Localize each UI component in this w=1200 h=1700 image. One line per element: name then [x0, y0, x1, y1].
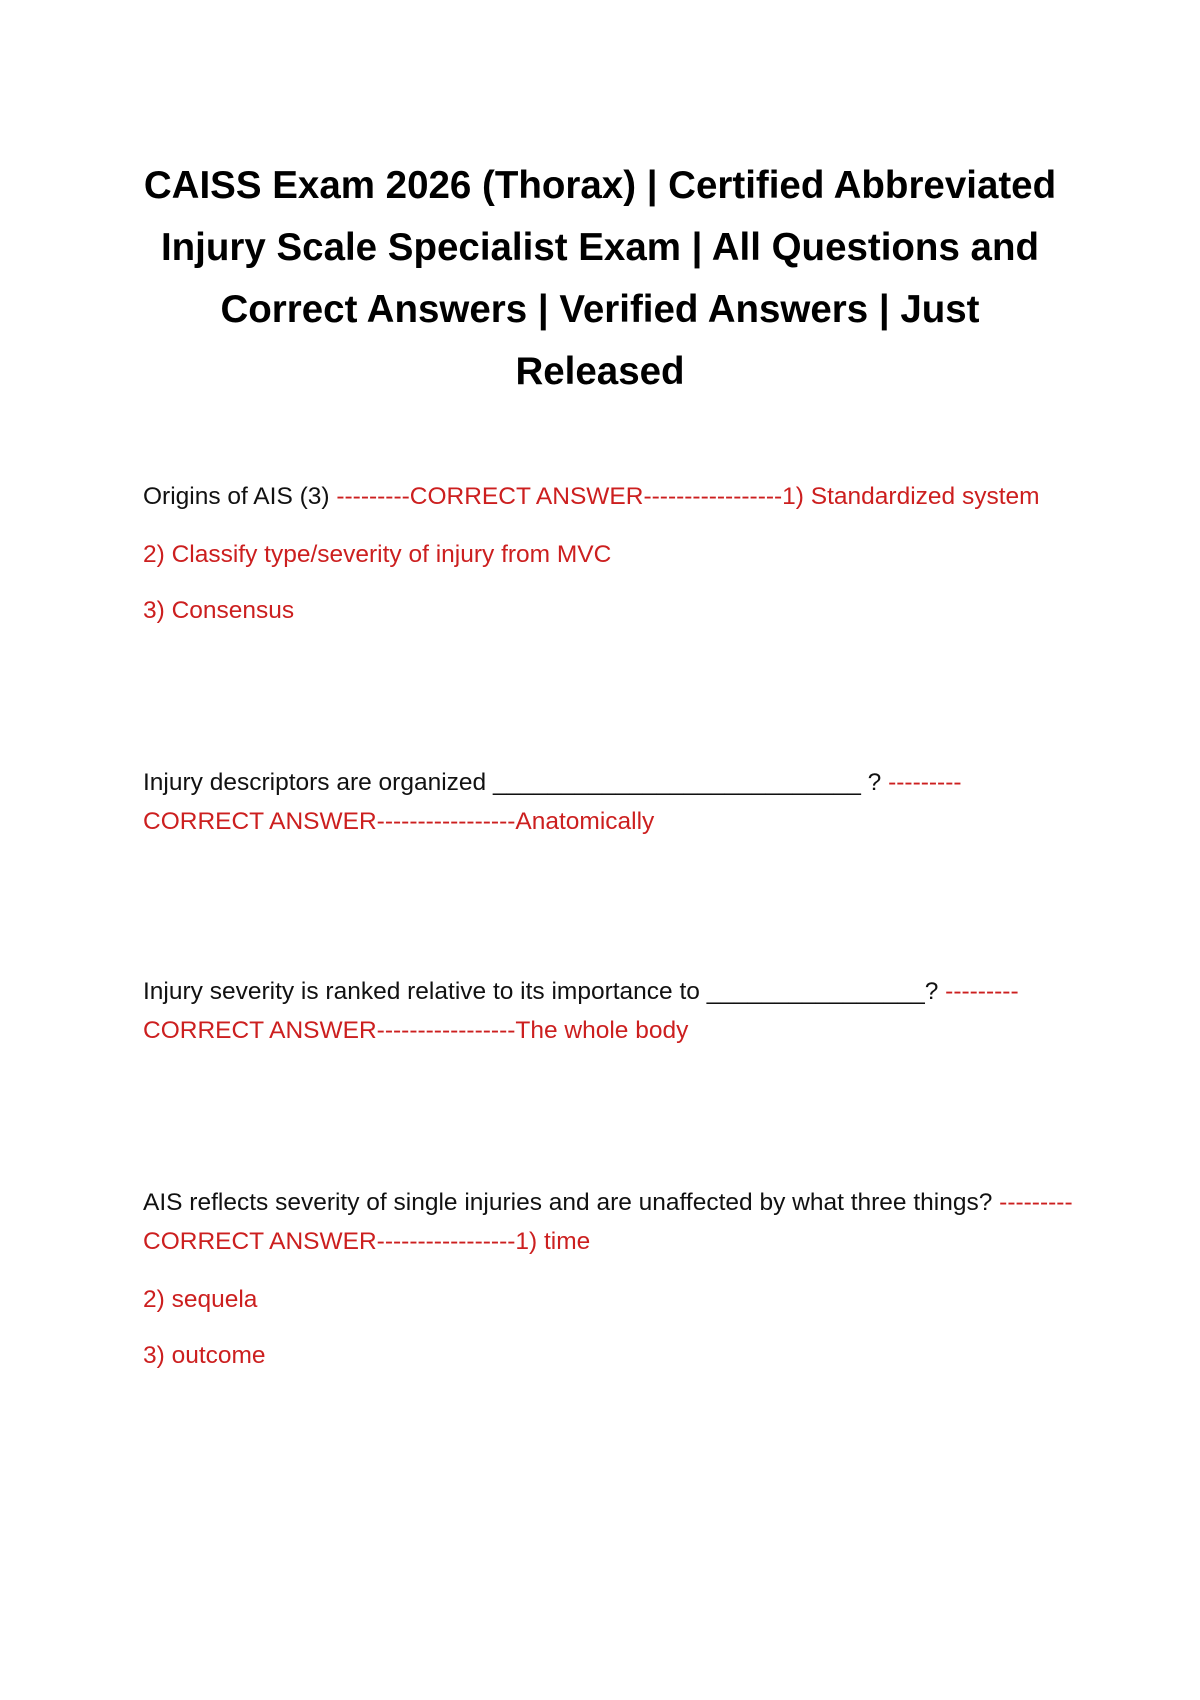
title-line-4: Released [515, 350, 685, 393]
answer-text: ---------CORRECT ANSWER-----------------1) Standardized system [336, 483, 1040, 510]
question-text: Origins of AIS (3) [143, 483, 337, 510]
qa-3-text [143, 972, 1073, 1050]
answer-text: ---------CORRECT ANSWER-----------------The whole body [143, 978, 1019, 1044]
answer-text: ---------CORRECT ANSWER-----------------1) time [143, 1189, 1073, 1255]
title-line-2: Injury Scale Specialist Exam | All Questions and [160, 226, 1040, 269]
qa-item-1 [143, 477, 1073, 516]
question-text: AIS reflects severity of single injuries and are unaffected by what three things? [143, 1189, 1000, 1216]
answer-item: 2) Classify type/severity of injury from MVC [143, 541, 612, 568]
answer-item: 3) outcome [143, 1342, 266, 1369]
answer-item: 3) Consensus [143, 597, 295, 624]
qa-item-4 [143, 1183, 1073, 1261]
answer-item: 2) sequela [143, 1286, 258, 1313]
answer-text: ---------CORRECT ANSWER-----------------Anatomically [143, 769, 962, 835]
qa-2-text [143, 763, 1073, 841]
qa-4-text [143, 1183, 1073, 1261]
question-text: Injury descriptors are organized ___________________________ ? [143, 769, 889, 796]
document-title [120, 155, 1080, 403]
qa-1-text [143, 477, 1073, 516]
title-line-1: CAISS Exam 2026 (Thorax) | Certified Abbreviated [143, 164, 1057, 207]
question-text: Injury severity is ranked relative to its importance to ________________? [143, 978, 946, 1005]
qa-item-3 [143, 972, 1073, 1050]
qa-item-2 [143, 763, 1073, 841]
title-line-3: Correct Answers | Verified Answers | Just [220, 288, 980, 331]
